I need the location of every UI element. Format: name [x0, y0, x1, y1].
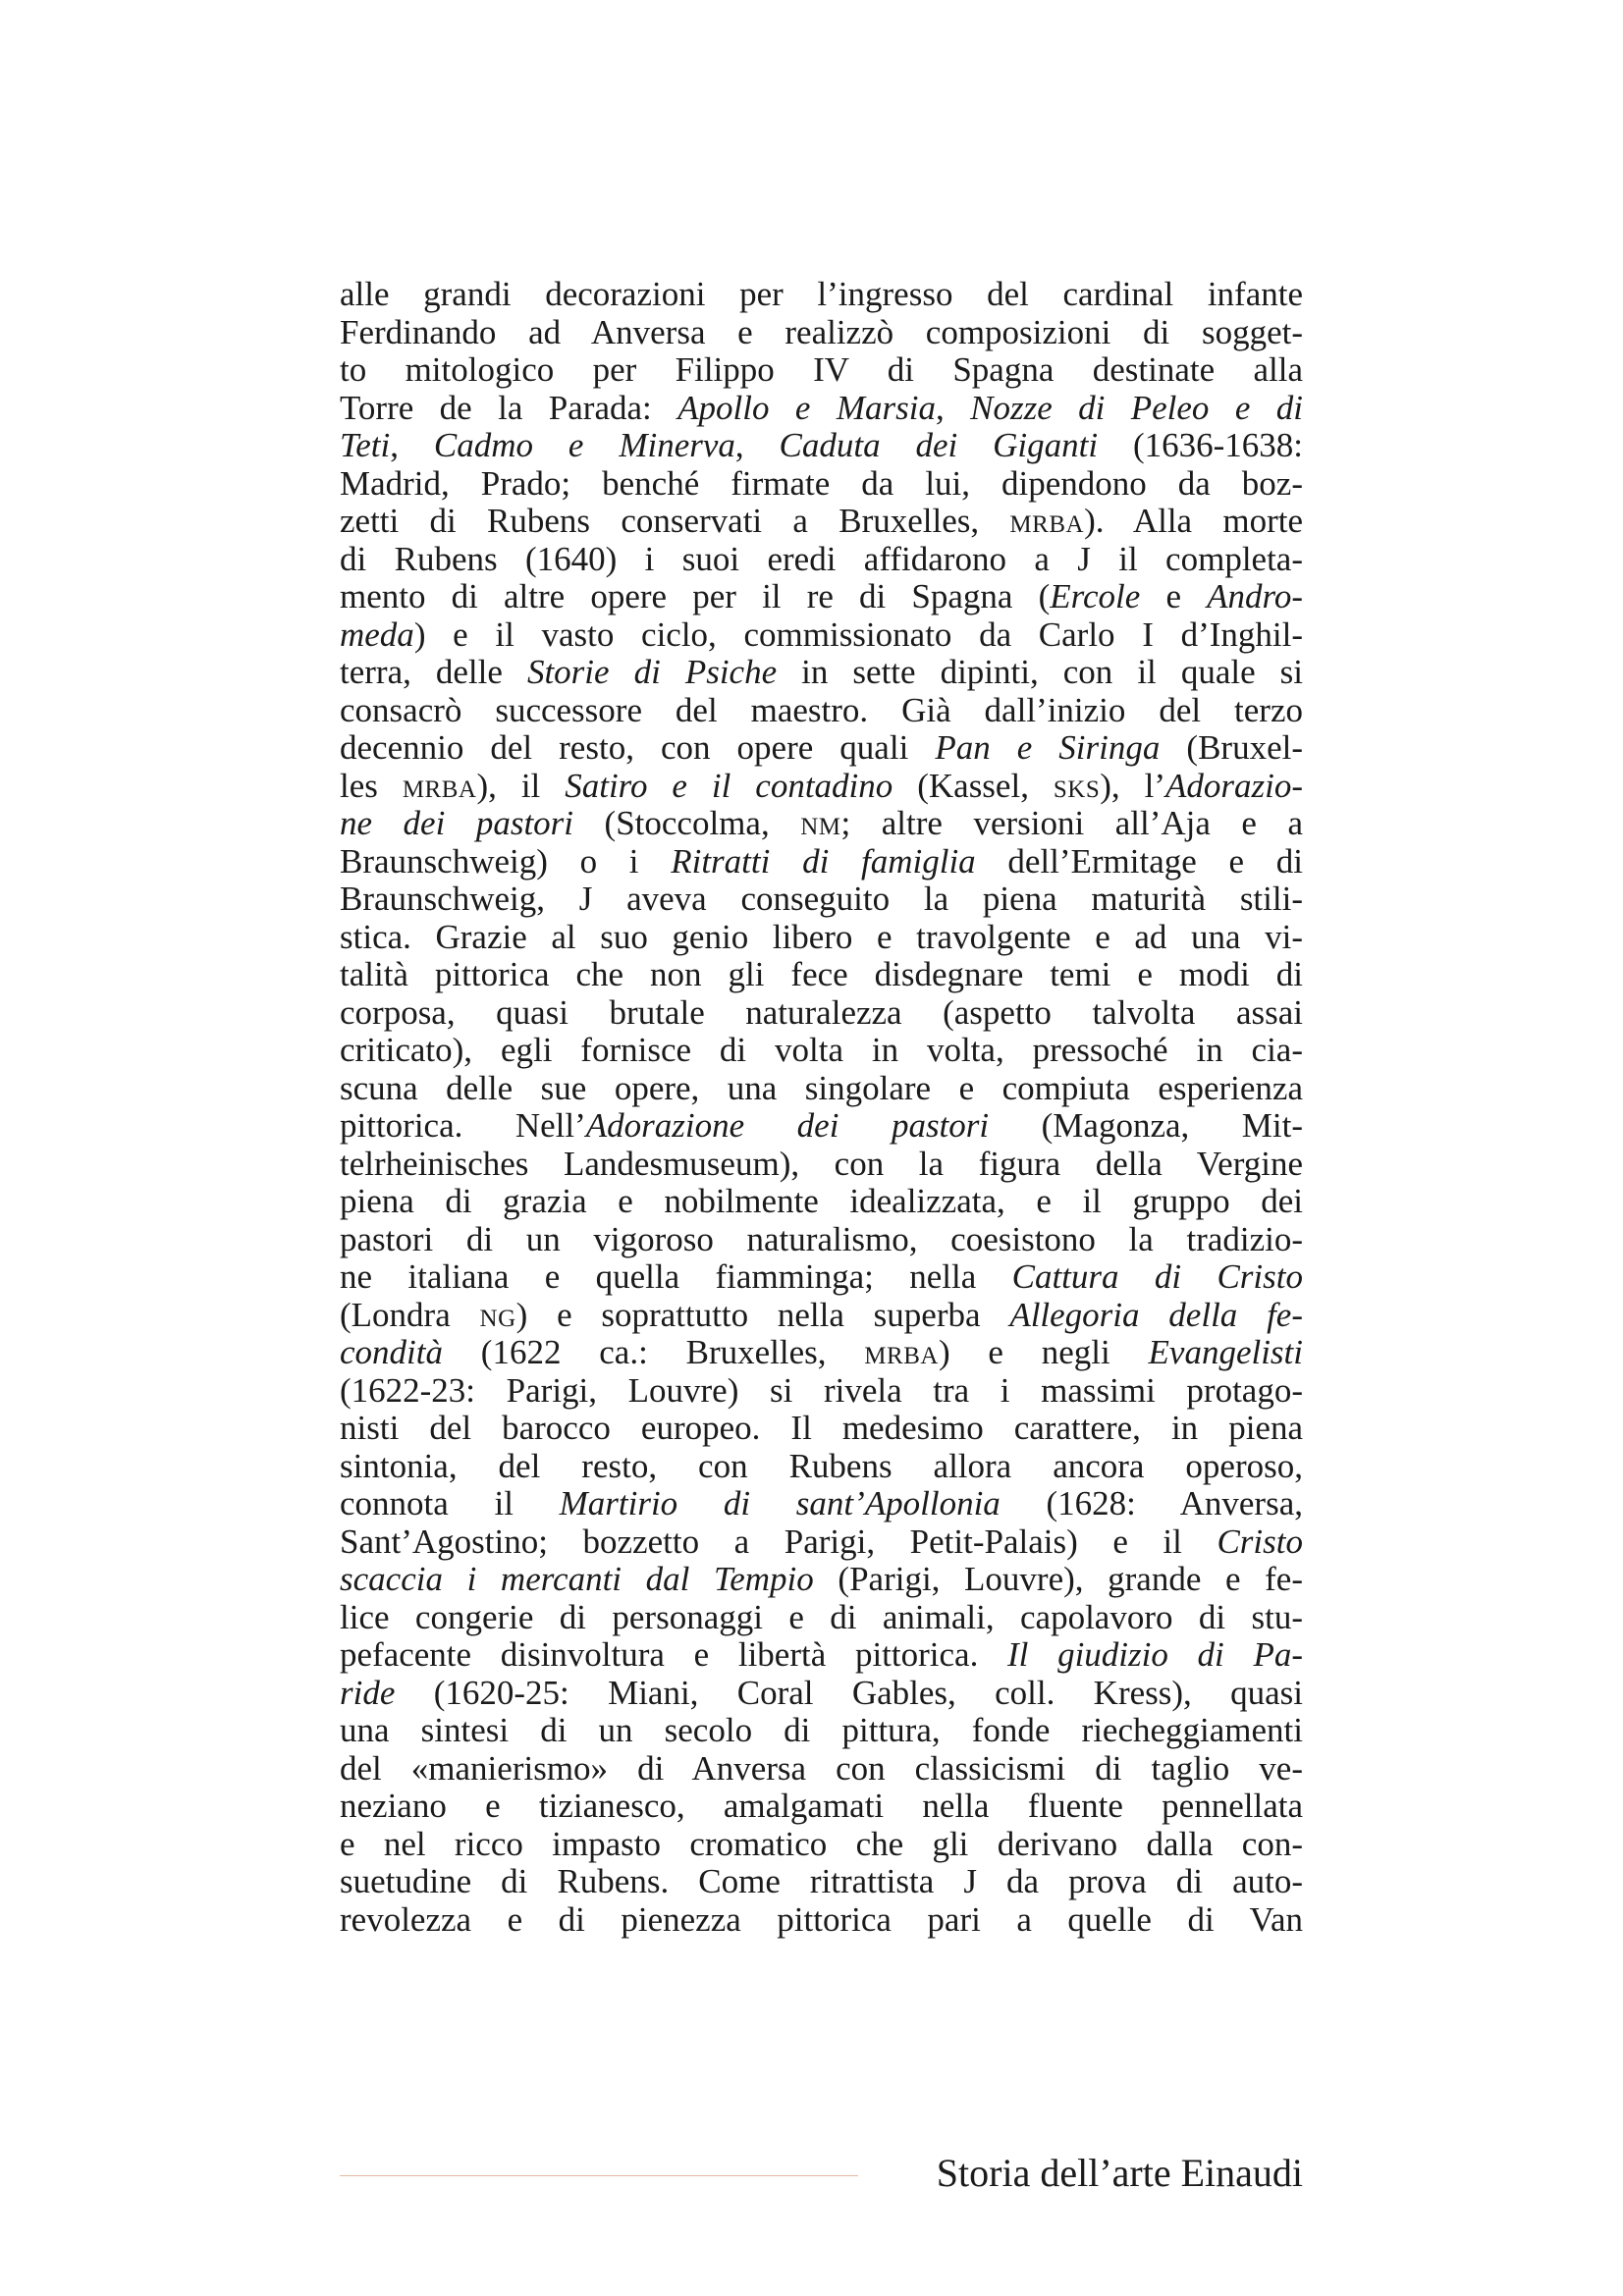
text-run: (1620-25: Miani, Coral Gables, coll. Kress), quasi: [395, 1673, 1303, 1712]
text-run: (1622 ca.: Bruxelles,: [442, 1333, 865, 1371]
text-line: [340, 314, 1303, 352]
text-run: pefacente disinvoltura e libertà pittorica.: [340, 1635, 1007, 1674]
text-run: (Londra: [340, 1295, 480, 1334]
text-run: Braunschweig) o i: [340, 841, 672, 881]
italic-title: scaccia i mercanti dal Tempio: [340, 1560, 814, 1598]
text-line: [340, 1788, 1303, 1826]
text-run: pastori di un vigoroso naturalismo, coesistono la tradizio-: [340, 1219, 1303, 1258]
text-line: [340, 1712, 1303, 1750]
text-line: [340, 351, 1303, 390]
text-line: [340, 919, 1303, 957]
italic-title: Pan e Siringa: [935, 728, 1161, 767]
text-line: [340, 1146, 1303, 1184]
text-run: Torre de la Parada:: [340, 388, 678, 427]
artist-initial: J: [963, 1862, 977, 1900]
text-line: [340, 692, 1303, 730]
text-run: una sintesi di un secolo di pittura, fonde riecheggiamenti: [340, 1711, 1303, 1749]
text-line: [340, 1901, 1303, 1940]
text-run: ) e il vasto ciclo, commissionato da Carlo I d’Inghil-: [413, 614, 1303, 654]
museum-abbreviation: mrba: [402, 766, 477, 805]
text-run: ,: [935, 388, 971, 427]
text-run: neziano e tizianesco, amalgamati nella fluente pennellata: [340, 1787, 1303, 1825]
text-line: [340, 427, 1303, 465]
text-line: [340, 1070, 1303, 1108]
text-line: [340, 729, 1303, 768]
text-line: [340, 1448, 1303, 1486]
text-run: pittorica. Nell’: [340, 1106, 586, 1145]
text-line: [340, 1675, 1303, 1713]
text-run: (1622-23: Parigi, Louvre) si rivela tra i massimi protago-: [340, 1370, 1303, 1410]
text-line: [340, 1221, 1303, 1259]
text-run: stica. Grazie al suo genio libero e travolgente e ad una vi-: [340, 917, 1303, 956]
artist-initial: J: [1077, 539, 1091, 578]
text-run: ne italiana e quella fiamminga; nella: [340, 1257, 1012, 1296]
italic-title: Cristo: [1217, 1522, 1303, 1561]
text-line: [340, 956, 1303, 994]
text-run: mento di altre opere per il re di Spagna (: [340, 577, 1051, 615]
italic-title: Ercole: [1050, 577, 1141, 615]
text-run: ; altre versioni all’Aja e a: [840, 804, 1304, 842]
text-run: ), il: [476, 766, 566, 805]
text-run: talità pittorica che non gli fece disdegnare temi e modi di: [340, 955, 1303, 993]
text-run: revolezza e di pienezza pittorica pari a quelle di Van: [340, 1899, 1303, 1939]
text-line: [340, 843, 1303, 881]
text-run: telrheinisches Landesmuseum), con la figura della Vergine: [340, 1144, 1303, 1183]
italic-title: Evangelisti: [1148, 1333, 1303, 1371]
italic-title: Adorazione dei pastori: [585, 1106, 990, 1145]
text-line: [340, 276, 1303, 314]
text-line: [340, 1636, 1303, 1675]
text-run: e nel ricco impasto cromatico che gli derivano dalla con-: [340, 1824, 1303, 1863]
text-line: [340, 1183, 1303, 1221]
italic-title: Storie di Psiche: [526, 653, 778, 691]
text-run: ,: [390, 426, 434, 464]
text-line: [340, 578, 1303, 616]
text-run: dell’Ermitage e di: [975, 841, 1303, 881]
text-run: suetudine di Rubens. Come ritrattista: [340, 1862, 964, 1900]
museum-abbreviation: nm: [800, 804, 841, 842]
italic-title: Cattura di Cristo: [1011, 1257, 1303, 1296]
text-line: [340, 1485, 1303, 1523]
text-run: ) e negli: [938, 1333, 1149, 1371]
artist-initial: J: [578, 880, 593, 918]
text-line: [340, 1826, 1303, 1864]
text-line: [340, 1750, 1303, 1789]
text-line: [340, 881, 1303, 919]
text-run: Sant’Agostino; bozzetto a Parigi, Petit-Palais) e il: [340, 1522, 1217, 1561]
text-line: [340, 1523, 1303, 1562]
museum-abbreviation: mrba: [1009, 502, 1085, 540]
text-run: (Kassel,: [893, 766, 1054, 805]
text-line: [340, 1410, 1303, 1448]
text-line: [340, 1372, 1303, 1411]
museum-abbreviation: mrba: [864, 1333, 939, 1371]
text-run: da prova di auto-: [976, 1862, 1303, 1900]
italic-title: Apollo e Marsia: [677, 388, 936, 427]
text-run: criticato), egli fornisce di volta in volta, pressoché in cia-: [340, 1031, 1303, 1069]
italic-title: ride: [340, 1673, 396, 1712]
text-line: [340, 1863, 1303, 1901]
text-line: [340, 1258, 1303, 1297]
italic-title: Teti: [340, 426, 391, 464]
text-run: ) e soprattutto nella superba: [515, 1295, 1010, 1334]
text-run: in sette dipinti, con il quale si: [777, 653, 1303, 691]
text-line: [340, 805, 1303, 843]
text-run: nisti del barocco europeo. Il medesimo carattere, in piena: [340, 1409, 1303, 1447]
italic-title: Allegoria della fe-: [1009, 1295, 1303, 1334]
text-run: zetti di Rubens conservati a Bruxelles,: [340, 502, 1010, 540]
italic-title: Andro-: [1207, 577, 1303, 615]
text-line: [340, 541, 1303, 579]
museum-abbreviation: sks: [1053, 766, 1101, 805]
text-run: Braunschweig,: [340, 880, 579, 918]
italic-title: Caduta dei Giganti: [779, 426, 1099, 464]
text-line: [340, 465, 1303, 504]
italic-title: Ritratti di famiglia: [671, 841, 976, 881]
text-run: aveva conseguito la piena maturità stili-: [592, 880, 1303, 918]
text-line: [340, 654, 1303, 692]
text-line: [340, 503, 1303, 541]
text-run: les: [340, 766, 403, 805]
text-run: piena di grazia e nobilmente idealizzata, e il gruppo dei: [340, 1182, 1303, 1220]
text-line: [340, 390, 1303, 428]
text-run: scuna delle sue opere, una singolare e compiuta esperienza: [340, 1068, 1303, 1107]
text-run: connota il: [340, 1484, 560, 1522]
text-line: [340, 1334, 1303, 1372]
text-run: terra, delle: [340, 653, 527, 691]
text-line: [340, 994, 1303, 1033]
text-run: e: [1140, 577, 1208, 615]
italic-title: Martirio di sant’Apollonia: [559, 1484, 1001, 1522]
text-run: ), l’: [1100, 766, 1165, 805]
italic-title: condità: [340, 1333, 443, 1371]
body-text: [340, 276, 1303, 1939]
text-run: alle grandi decorazioni per l’ingresso del cardinal infante: [340, 275, 1303, 313]
text-run: (1636-1638:: [1098, 426, 1303, 464]
text-run: Madrid, Prado; benché firmate da lui, dipendono da boz-: [340, 463, 1303, 503]
text-run: (Magonza, Mit-: [989, 1106, 1304, 1145]
text-line: [340, 1561, 1303, 1599]
italic-title: Satiro e il contadino: [565, 766, 893, 805]
text-run: Ferdinando ad Anversa e realizzò composizioni di sogget-: [340, 312, 1303, 351]
text-line: [340, 1297, 1303, 1335]
text-run: (Bruxel-: [1160, 728, 1303, 767]
text-line: [340, 768, 1303, 806]
italic-title: Cadmo e Minerva: [433, 426, 735, 464]
text-run: (1628: Anversa,: [1000, 1484, 1303, 1522]
text-line: [340, 1599, 1303, 1637]
text-line: [340, 616, 1303, 655]
text-run: (Stoccolma,: [573, 804, 801, 842]
text-run: (Parigi, Louvre), grande e fe-: [813, 1560, 1303, 1598]
text-run: il completa-: [1090, 539, 1303, 578]
text-run: sintonia, del resto, con Rubens allora ancora operoso,: [340, 1446, 1303, 1485]
text-run: lice congerie di personaggi e di animali, capolavoro di stu-: [340, 1597, 1303, 1636]
footer-rule: [340, 2175, 858, 2176]
italic-title: Adorazio-: [1165, 766, 1303, 805]
footer-title: Storia dell’arte Einaudi: [936, 2151, 1303, 2195]
text-run: di Rubens (1640) i suoi eredi affidarono a: [340, 539, 1078, 578]
text-run: to mitologico per Filippo IV di Spagna destinate alla: [340, 350, 1303, 389]
text-run: corposa, quasi brutale naturalezza (aspetto talvolta assai: [340, 992, 1303, 1032]
italic-title: ne dei pastori: [340, 804, 574, 842]
text-run: ). Alla morte: [1084, 502, 1303, 540]
text-line: [340, 1032, 1303, 1070]
text-run: consacrò successore del maestro. Già dall’inizio del terzo: [340, 690, 1303, 729]
text-run: decennio del resto, con opere quali: [340, 728, 936, 767]
italic-title: meda: [340, 614, 414, 654]
italic-title: Il giudizio di Pa-: [1007, 1635, 1303, 1674]
text-run: ,: [734, 426, 780, 464]
italic-title: Nozze di Peleo e di: [970, 388, 1304, 427]
text-run: del «manierismo» di Anversa con classicismi di taglio ve-: [340, 1748, 1303, 1788]
text-line: [340, 1107, 1303, 1146]
museum-abbreviation: ng: [479, 1295, 516, 1334]
